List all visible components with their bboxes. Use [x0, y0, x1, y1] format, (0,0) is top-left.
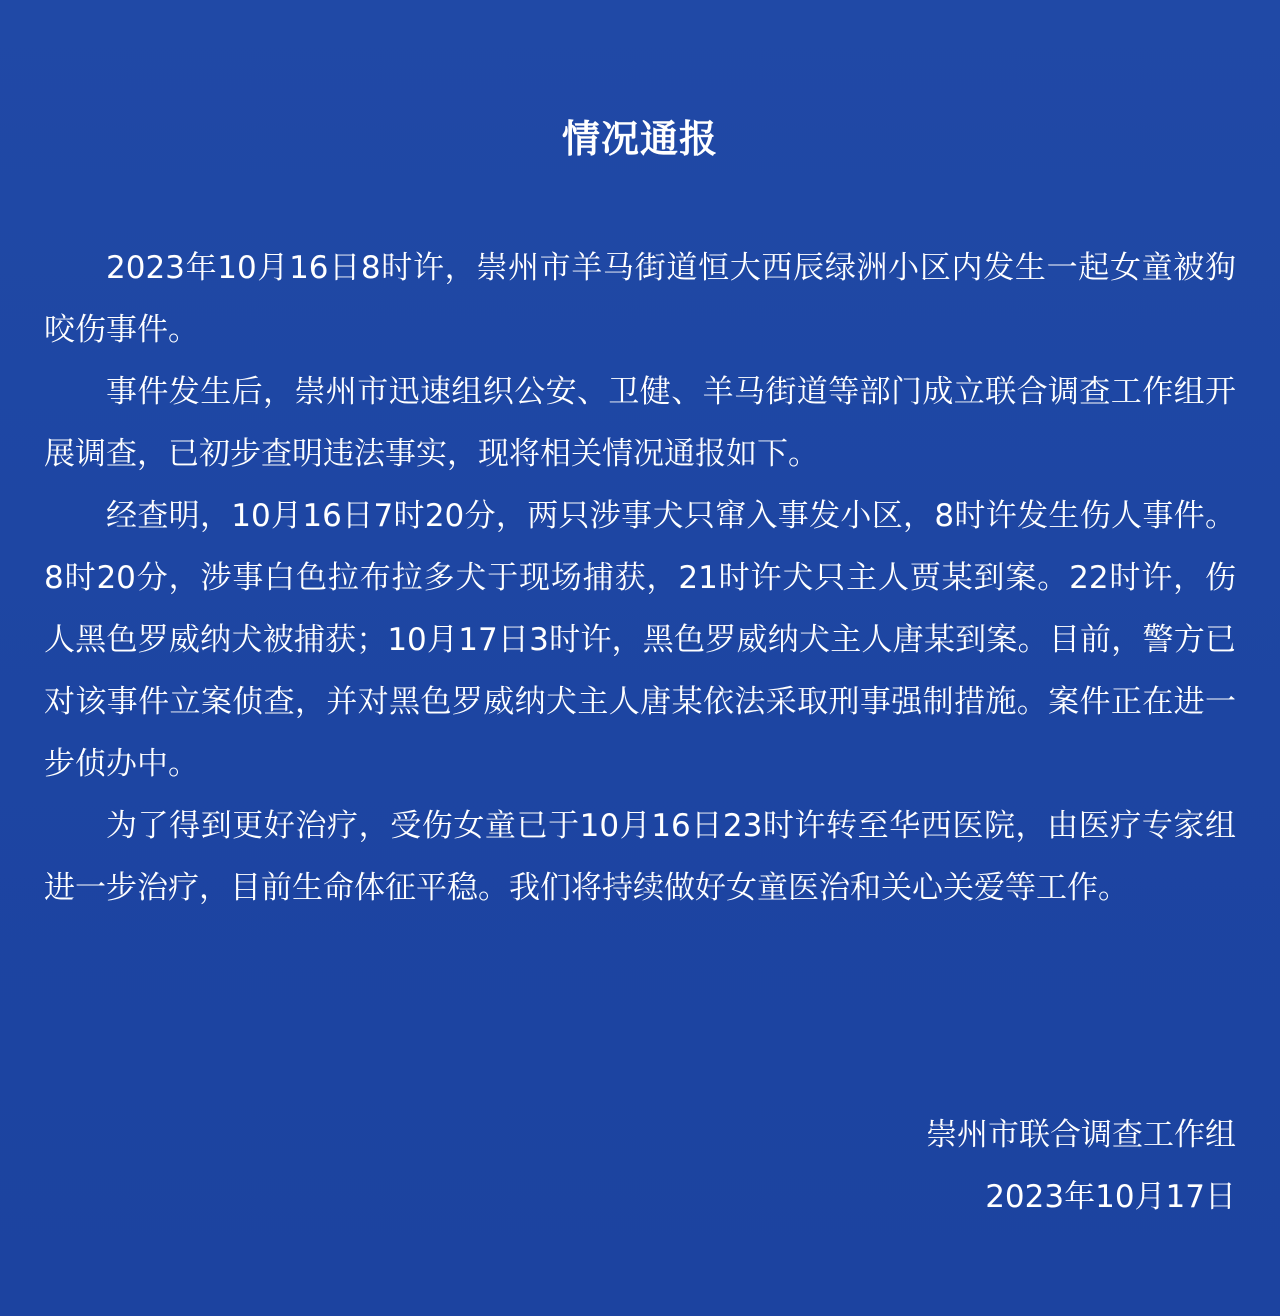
notice-title: 情况通报: [561, 117, 718, 161]
signature-organization: 崇州市联合调查工作组: [926, 1117, 1236, 1153]
notice-body: [44, 237, 1236, 919]
notice-paragraph-investigation: 事件发生后，崇州市迅速组织公安、卫健、羊马街道等部门成立联合调查工作组开展调查，已初步查明违法事实，现将相关情况通报如下。: [44, 374, 1236, 472]
notice-signature: [926, 1104, 1236, 1228]
notice-paragraph-incident: 2023年10月16日8时许，崇州市羊马街道恒大西辰绿洲小区内发生一起女童被狗咬伤事件。: [44, 250, 1236, 348]
signature-date: 2023年10月17日: [985, 1179, 1236, 1215]
notice-paragraph-findings: 经查明，10月16日7时20分，两只涉事犬只窜入事发小区，8时许发生伤人事件。8时20分，涉事白色拉布拉多犬于现场捕获，21时许犬只主人贾某到案。22时许，伤人黑色罗威纳犬被捕获；10月17日3时许，黑色罗威纳犬主人唐某到案。目前，警方已对该事件立案侦查，并对黑色罗威纳犬主人唐某依法采取刑事强制措施。案件正在进一步侦办中。: [44, 498, 1236, 782]
notice-paragraph-treatment: 为了得到更好治疗，受伤女童已于10月16日23时许转至华西医院，由医疗专家组进一步治疗，目前生命体征平稳。我们将持续做好女童医治和关心关爱等工作。: [44, 808, 1236, 906]
